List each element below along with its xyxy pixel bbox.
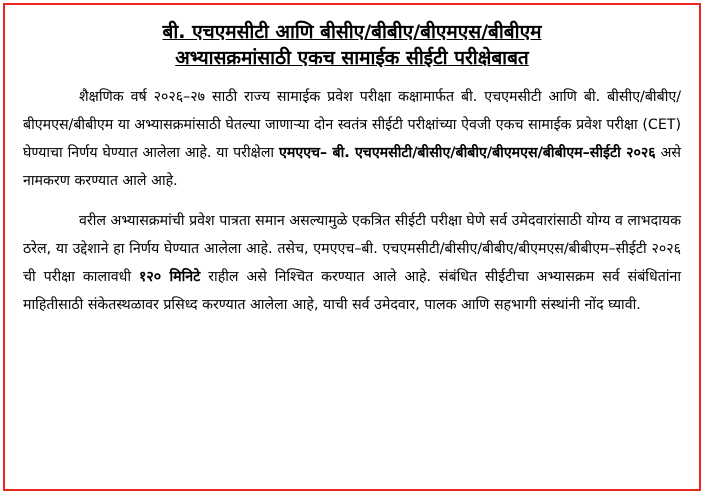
notice-frame (3, 3, 701, 491)
paragraph-1 (23, 83, 681, 195)
notice-title-line2: अभ्यासक्रमांसाठी एकच सामाईक सीईटी परीक्षेबाबत (175, 47, 529, 69)
paragraph-1-text-a: शैक्षणिक वर्ष २०२६–२७ साठी राज्य सामाईक प्रवेश परीक्षा कक्षामार्फत बी. एचएमसीटी आणि बी. बीसीए/बीबीए/बीएमएस/बीबीएम या अभ्यासक्रमांसाठी घेतल्या जाणाऱ्या दोन स्वतंत्र सीईटी परीक्षांच्या ऐवजी एकच सामाईक प्रवेश परीक्षा (CET) घेण्याचा निर्णय घेण्यात आलेला आहे. या परीक्षेला (23, 89, 681, 161)
exam-duration-bold: १२० मिनिटे (138, 269, 201, 285)
exam-name-bold: एमएएच– बी. एचएमसीटी/बीसीए/बीबीए/बीएमएस/बीबीएम–सीईटी २०२६ (279, 145, 656, 161)
notice-title-line1: बी. एचएमसीटी आणि बीसीए/बीबीए/बीएमएस/बीबीएम (162, 21, 542, 43)
notice-title (23, 19, 681, 71)
paragraph-2-text-b: राहील असे निश्चित करण्यात आले आहे. संबंधित सीईटीचा अभ्यासक्रम सर्व संबंधितांना माहितीसाठी संकेतस्थळावर प्रसिध्द करण्यात आलेला आहे, याची सर्व उमेदवार, पालक आणि सहभागी संस्थांनी नोंद घ्यावी. (23, 269, 682, 313)
paragraph-1-text-b: असे नामकरण करण्यात आले आहे. (23, 145, 681, 189)
paragraph-2-text-a: वरील अभ्यासक्रमांची प्रवेश पात्रता समान असल्यामुळे एकत्रित सीईटी परीक्षा घेणे सर्व उमेदवारांसाठी योग्य व लाभदायक ठरेल, या उद्देशाने हा निर्णय घेण्यात आलेला आहे. तसेच, एमएएच–बी. एचएमसीटी/बीसीए/बीबीए/बीएमएस/बीबीएम–सीईटी २०२६ ची परीक्षा कालावधी (23, 213, 681, 285)
paragraph-2 (23, 207, 681, 319)
